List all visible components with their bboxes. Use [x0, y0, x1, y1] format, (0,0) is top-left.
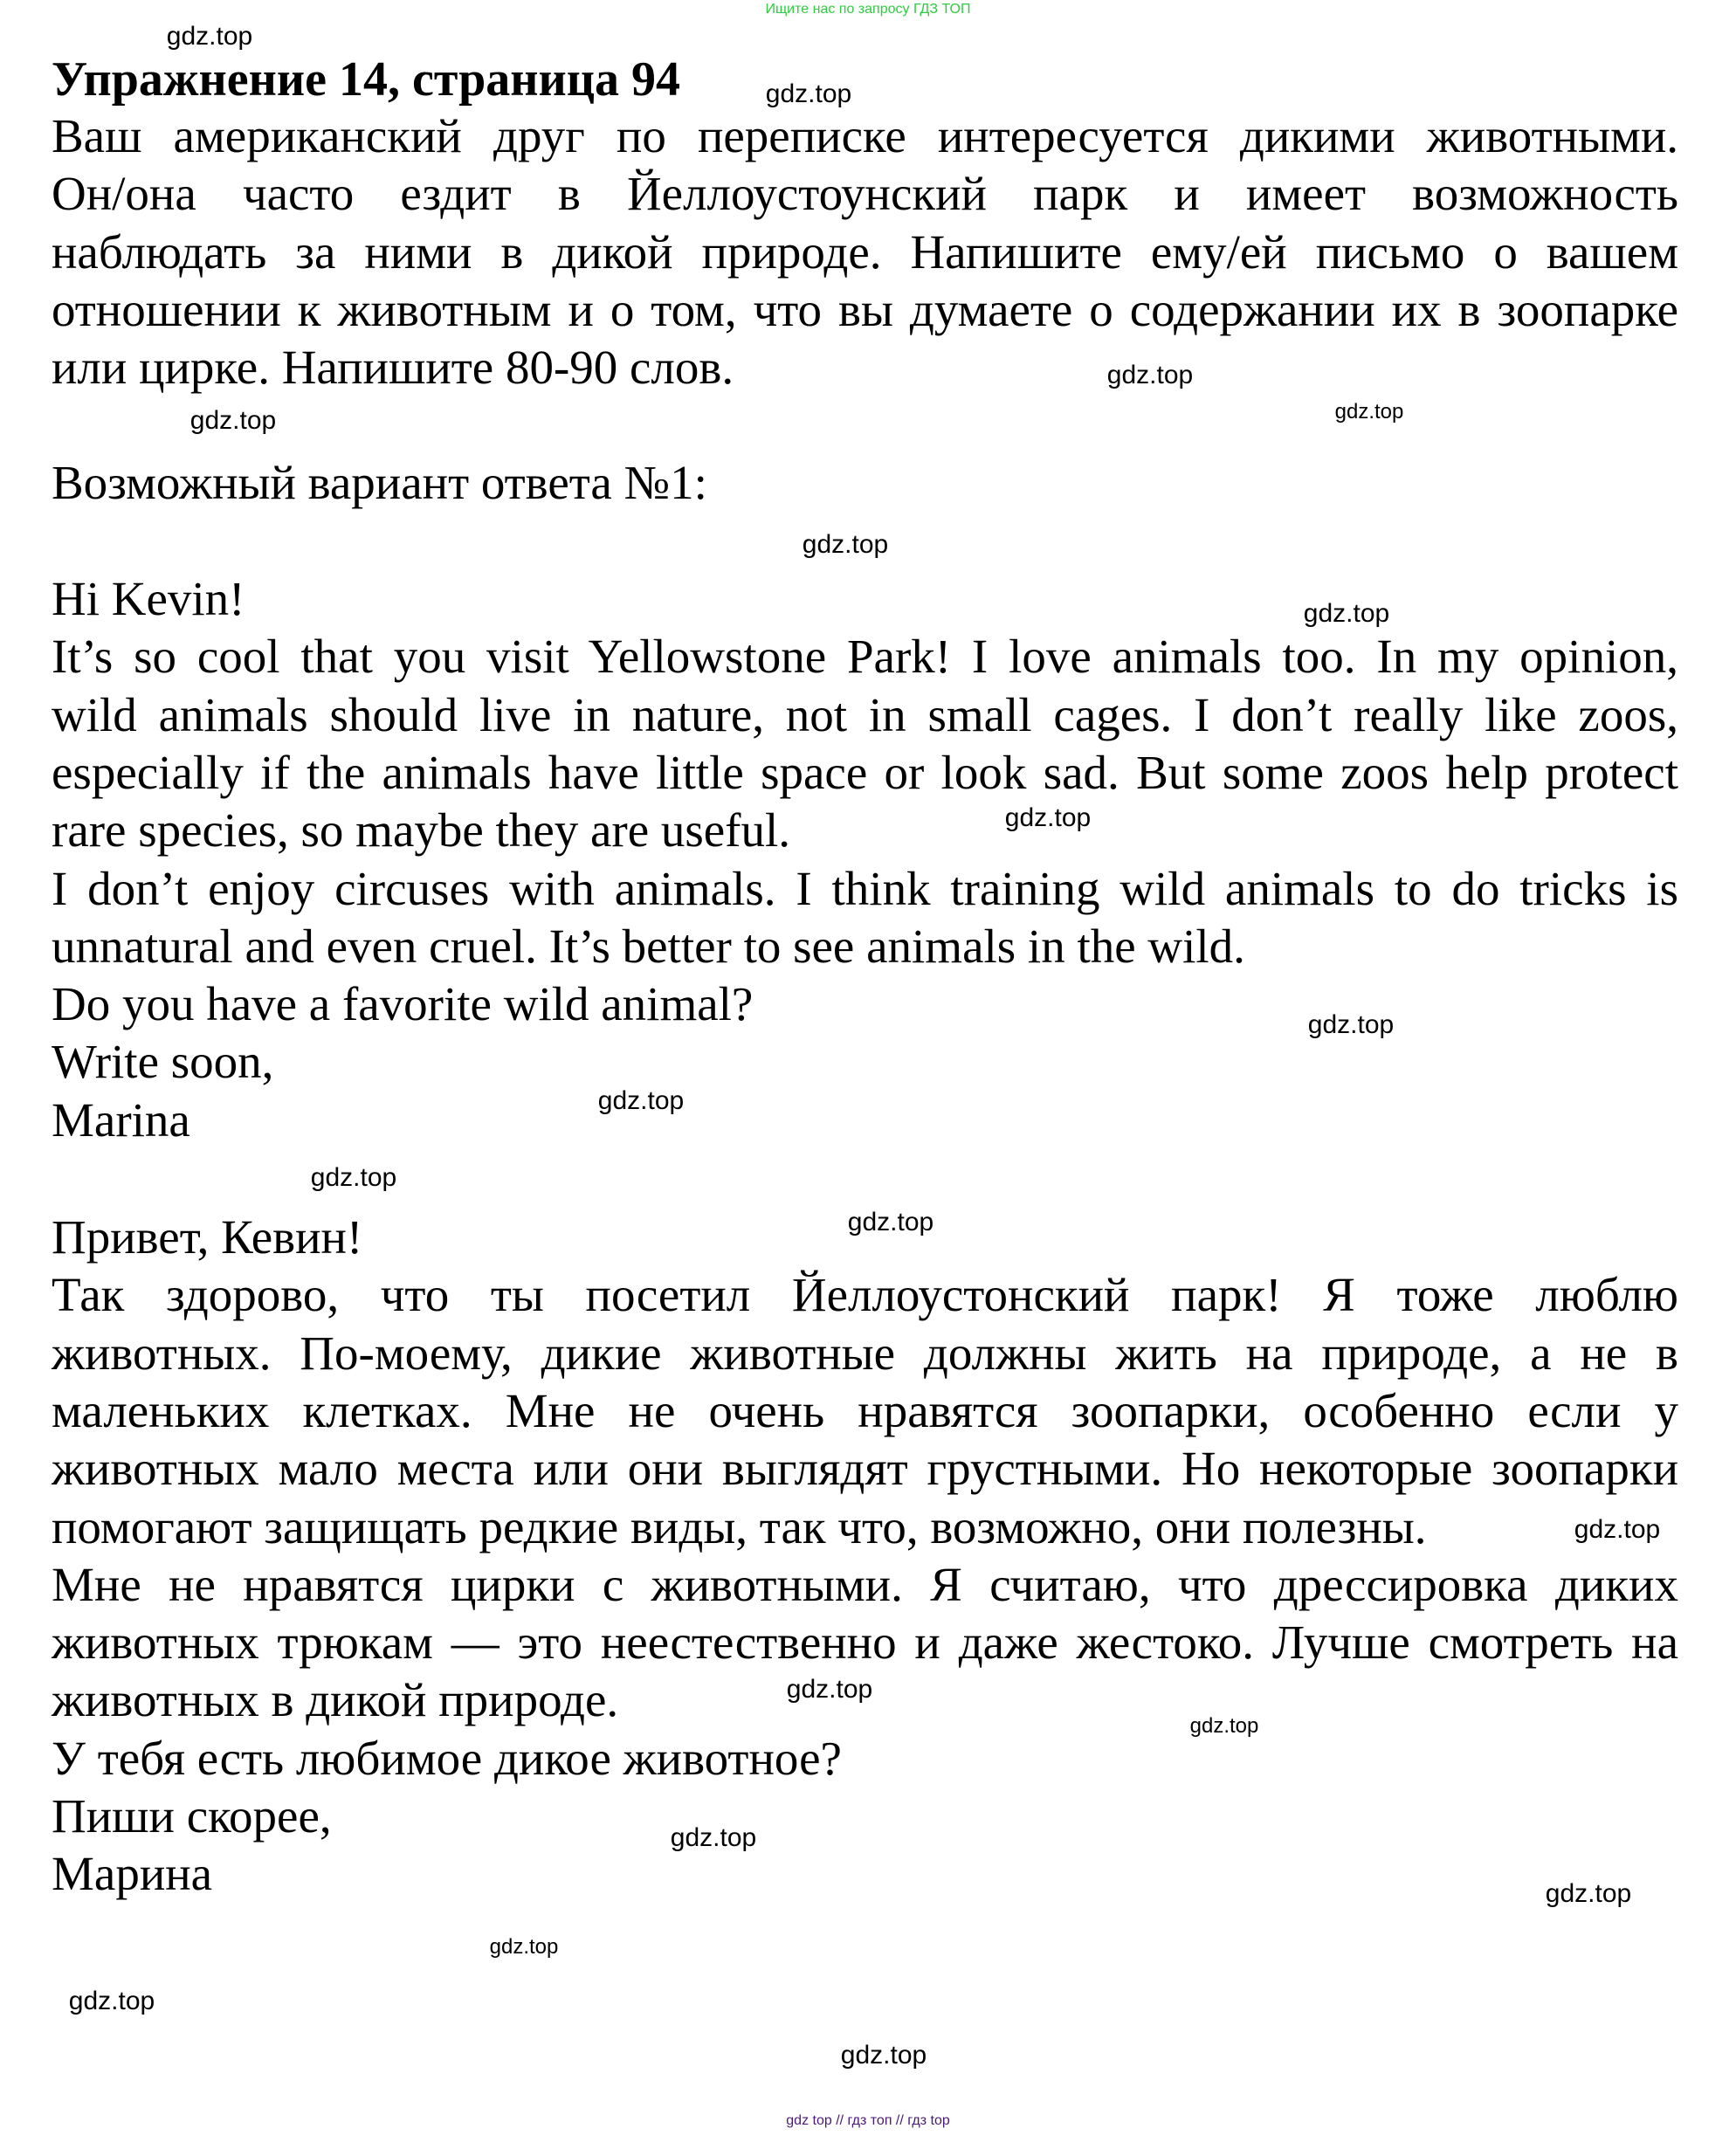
english-letter-line: Hi Kevin!	[52, 572, 245, 625]
page-title: Упражнение 14, страница 94	[52, 52, 681, 107]
russian-letter-line: Пиши скорее,	[52, 1789, 332, 1843]
task-line: или цирке. Напишите 80-90 слов.	[52, 341, 734, 395]
russian-letter-line: Привет, Кевин!	[52, 1210, 363, 1264]
watermark: gdz.top	[1545, 1879, 1632, 1908]
watermark: gdz.top	[786, 1675, 873, 1704]
task-line: Ваш американский друг по переписке интересуется дикими животными.	[52, 109, 1678, 162]
russian-letter-line: помогают защищать редкие виды, так что, возможно, они полезны.	[52, 1499, 1427, 1553]
russian-letter-line: Марина	[52, 1847, 213, 1901]
watermark: gdz.top	[1303, 599, 1390, 628]
watermark: gdz.top	[1574, 1515, 1661, 1544]
watermark: gdz.top	[189, 406, 277, 435]
watermark: gdz.top	[670, 1823, 757, 1852]
watermark: gdz.top	[1307, 1010, 1395, 1039]
english-letter-line: wild animals should live in nature, not in small cages. I don’t really like zoos,	[52, 687, 1678, 741]
english-letter-line: rare species, so maybe they are useful.	[52, 803, 791, 858]
watermark: gdz.top	[68, 1987, 155, 2015]
task-line: наблюдать за ними в дикой природе. Напишите ему/ей письмо о вашем	[52, 224, 1678, 279]
watermark: gdz.top	[847, 1208, 934, 1236]
watermark: gdz.top	[1004, 803, 1092, 832]
english-letter-line: unnatural and even cruel. It’s better to see animals in the wild.	[52, 919, 1245, 973]
russian-letter-line: животных трюкам — это неестественно и даже жестоко. Лучше смотреть на	[52, 1615, 1678, 1670]
answer-heading: Возможный вариант ответа №1:	[52, 456, 707, 509]
watermark: gdz.top	[1334, 400, 1404, 424]
english-letter-line: It’s so cool that you visit Yellowstone Park! I love animals too. In my opinion,	[52, 630, 1678, 684]
english-letter-line: Marina	[52, 1092, 190, 1147]
watermark: gdz.top	[765, 79, 852, 108]
russian-letter-line: У тебя есть любимое дикое животное?	[52, 1731, 842, 1785]
english-letter-line: Do you have a favorite wild animal?	[52, 977, 754, 1031]
watermark: gdz.top	[840, 2041, 927, 2070]
russian-letter-line: животных мало места или они выглядят грустными. Но некоторые зоопарки	[52, 1442, 1678, 1496]
task-line: Он/она часто ездит в Йеллоустоунский парк и имеет возможность	[52, 167, 1678, 221]
footer: gdz top // гдз топ // гдз top	[786, 2113, 950, 2128]
top-banner: Ищите нас по запросу ГДЗ ТОП	[765, 2, 971, 17]
watermark: gdz.top	[166, 22, 253, 51]
task-line: отношении к животным и о том, что вы думаете о содержании их в зоопарке	[52, 282, 1678, 336]
russian-letter-line: животных. По-моему, дикие животные должны жить на природе, а не в	[52, 1326, 1678, 1380]
english-letter-line: I don’t enjoy circuses with animals. I think training wild animals to do tricks is	[52, 861, 1678, 915]
russian-letter-line: животных в дикой природе.	[52, 1673, 619, 1727]
english-letter-line: especially if the animals have little space or look sad. But some zoos help protect	[52, 745, 1678, 799]
watermark: gdz.top	[1106, 361, 1194, 389]
watermark: gdz.top	[802, 530, 889, 559]
russian-letter-line: Мне не нравятся цирки с животными. Я считаю, что дрессировка диких	[52, 1557, 1678, 1611]
watermark: gdz.top	[310, 1163, 397, 1192]
watermark: gdz.top	[489, 1935, 559, 1959]
russian-letter-line: маленьких клетках. Мне не очень нравятся зоопарки, особенно если у	[52, 1383, 1678, 1437]
english-letter-line: Write soon,	[52, 1035, 274, 1089]
watermark: gdz.top	[597, 1086, 685, 1115]
watermark: gdz.top	[1189, 1714, 1259, 1738]
russian-letter-line: Так здорово, что ты посетил Йеллоустонский парк! Я тоже люблю	[52, 1268, 1678, 1322]
